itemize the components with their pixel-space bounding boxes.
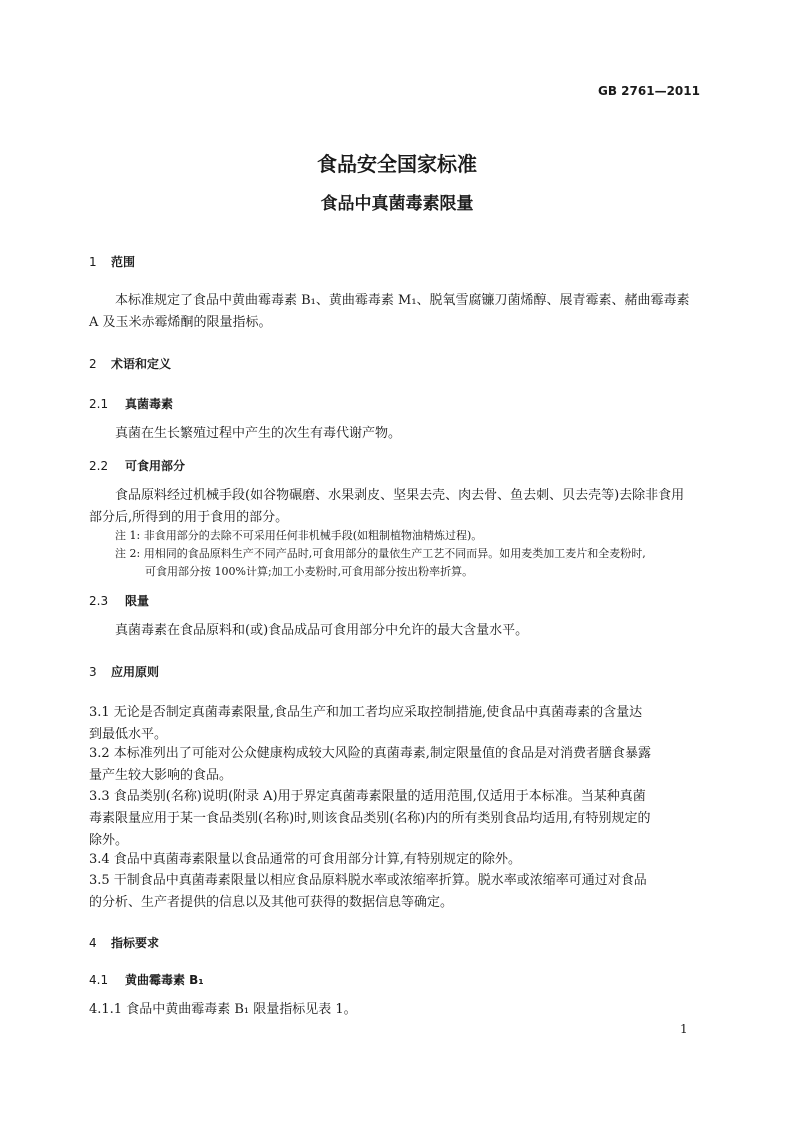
section-title: 限量 (125, 594, 150, 608)
clause-3-5-line-1: 3.5 干制食品中真菌毒素限量以相应食品原料脱水率或浓缩率折算。脱水率或浓缩率可通过对食品 (89, 873, 647, 888)
clause-3-2-line-2: 量产生较大影响的食品。 (89, 768, 233, 783)
section-number: 2.2 (89, 459, 109, 473)
section-2-heading (89, 355, 171, 372)
note-1: 注 1: 非食用部分的去除不可采用任何非机械手段(如粗制植物油精炼过程)。 (115, 529, 483, 542)
clause-3-1-line-1: 3.1 无论是否制定真菌毒素限量,食品生产和加工者均应采取控制措施,使食品中真菌毒素的含量达 (89, 705, 643, 720)
section-title: 真菌毒素 (125, 397, 174, 411)
section-2-2-heading (89, 457, 185, 474)
section-title: 应用原则 (111, 665, 160, 679)
section-number: 2.3 (89, 594, 109, 608)
section-4-heading (89, 934, 159, 951)
clause-3-3-line-3: 除外。 (89, 833, 129, 848)
clause-4-1-1: 4.1.1 食品中黄曲霉毒素 B₁ 限量指标见表 1。 (89, 1002, 357, 1017)
section-title: 术语和定义 (111, 357, 172, 371)
section-2-1-heading (89, 395, 173, 412)
section-number: 4.1 (89, 973, 109, 987)
section-title: 可食用部分 (125, 459, 186, 473)
section-title: 范围 (111, 255, 136, 269)
section-4-1-heading (89, 971, 204, 988)
standard-code: GB 2761—2011 (598, 84, 700, 98)
section-2-3-paragraph: 真菌毒素在食品原料和(或)食品成品可食用部分中允许的最大含量水平。 (115, 623, 529, 638)
note-2-line-2: 可食用部分按 100%计算;加工小麦粉时,可食用部分按出粉率折算。 (145, 565, 474, 578)
page-number: 1 (680, 1022, 688, 1036)
section-number: 2 (89, 357, 97, 371)
clause-3-3-line-2: 毒素限量应用于某一食品类别(名称)时,则该食品类别(名称)内的所有类别食品均适用,有特别规定的 (89, 811, 651, 826)
section-1-paragraph-line-2: A 及玉米赤霉烯酮的限量指标。 (89, 315, 272, 330)
section-2-3-heading (89, 592, 149, 609)
section-2-2-paragraph-line-2: 部分后,所得到的用于食用的部分。 (89, 510, 289, 525)
clause-3-1-line-2: 到最低水平。 (89, 727, 168, 742)
section-1-heading (89, 253, 135, 270)
section-number: 4 (89, 936, 97, 950)
section-number: 2.1 (89, 397, 109, 411)
section-title: 黄曲霉毒素 B₁ (125, 973, 204, 987)
clause-3-2-line-1: 3.2 本标准列出了可能对公众健康构成较大风险的真菌毒素,制定限量值的食品是对消费者膳食暴露 (89, 746, 651, 761)
clause-3-4: 3.4 食品中真菌毒素限量以食品通常的可食用部分计算,有特别规定的除外。 (89, 852, 521, 867)
section-1-paragraph-line-1: 本标准规定了食品中黄曲霉毒素 B₁、黄曲霉毒素 M₁、脱氧雪腐镰刀菌烯醇、展青霉素、赭曲霉毒素 (115, 293, 690, 308)
clause-3-5-line-2: 的分析、生产者提供的信息以及其他可获得的数据信息等确定。 (89, 895, 454, 910)
section-number: 1 (89, 255, 97, 269)
document-title: 食品安全国家标准 (317, 152, 477, 176)
note-2-line-1: 注 2: 用相同的食品原料生产不同产品时,可食用部分的量依生产工艺不同而异。如用麦类加工麦片和全麦粉时, (115, 547, 646, 560)
section-2-2-paragraph-line-1: 食品原料经过机械手段(如谷物碾磨、水果剥皮、坚果去壳、肉去骨、鱼去刺、贝去壳等)去除非食用 (115, 488, 685, 503)
section-2-1-paragraph: 真菌在生长繁殖过程中产生的次生有毒代谢产物。 (115, 426, 402, 441)
section-number: 3 (89, 665, 97, 679)
document-subtitle: 食品中真菌毒素限量 (320, 194, 474, 214)
clause-3-3-line-1: 3.3 食品类别(名称)说明(附录 A)用于界定真菌毒素限量的适用范围,仅适用于本标准。当某种真菌 (89, 789, 646, 804)
section-3-heading (89, 663, 159, 680)
section-title: 指标要求 (111, 936, 160, 950)
